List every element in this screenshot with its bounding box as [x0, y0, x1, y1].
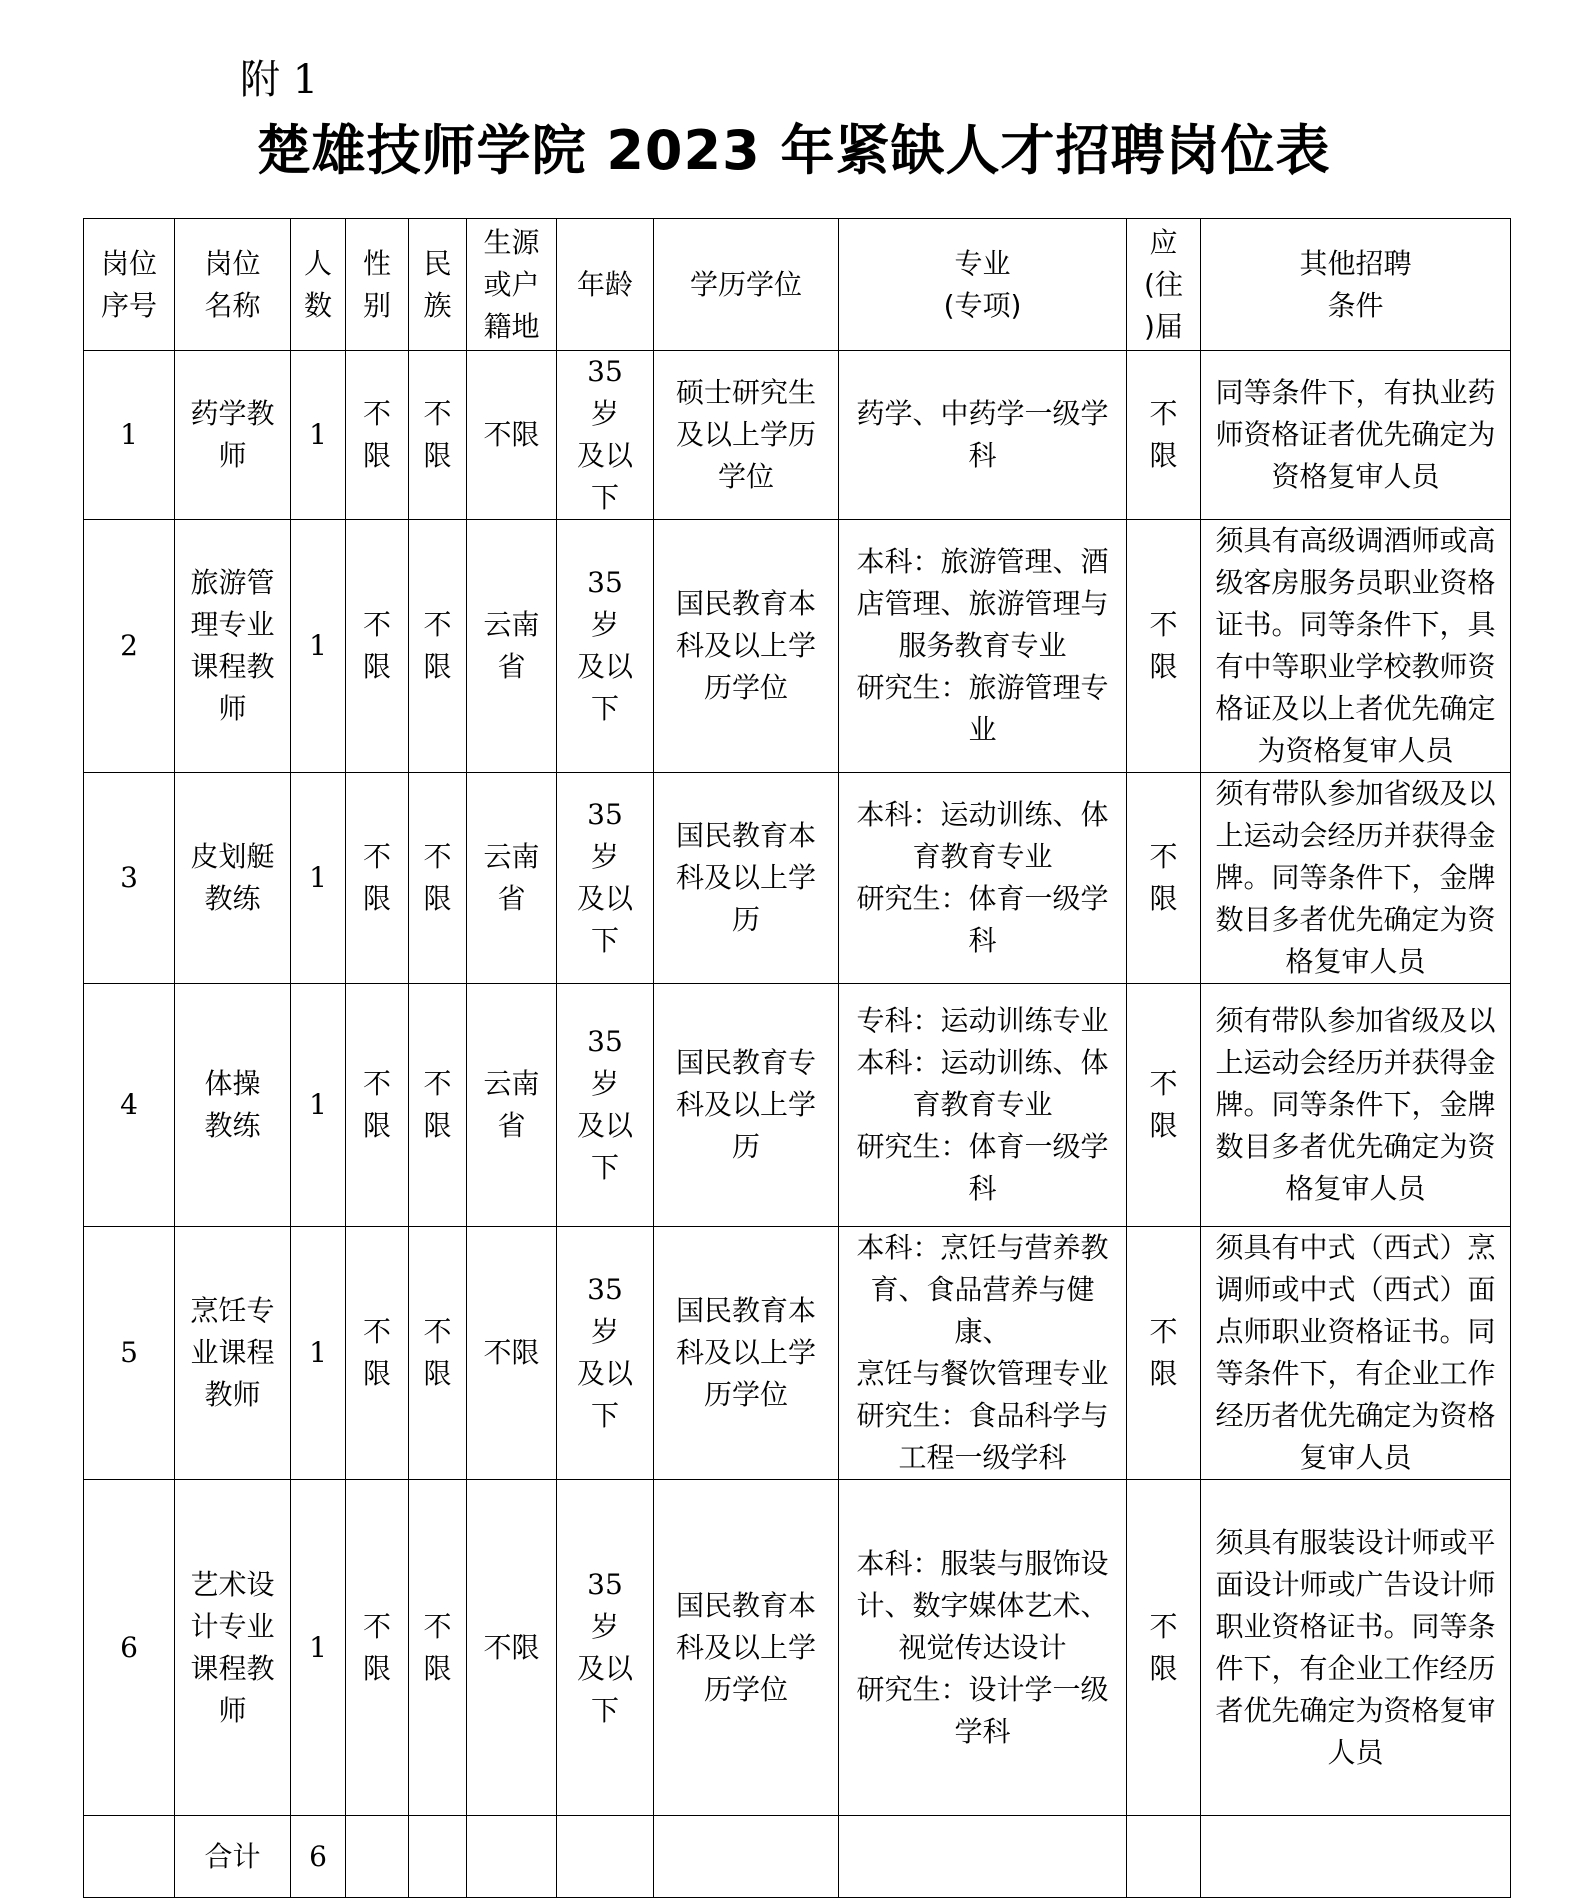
cell-text: 历学位 — [703, 1378, 788, 1411]
cell-text: 省 — [497, 650, 526, 683]
cell-text: 计、数字媒体艺术、 — [856, 1588, 1109, 1622]
total-label: 合计 — [175, 1816, 291, 1898]
header-other — [1201, 219, 1511, 351]
cell-text: 历学位 — [703, 671, 788, 704]
cell-text: 工程一级学科 — [898, 1441, 1067, 1474]
cell-text: 下 — [590, 481, 619, 514]
cell-major — [839, 1480, 1127, 1816]
cell-origin — [467, 520, 557, 773]
header-text: 专业 — [954, 246, 1011, 280]
cell-name — [175, 351, 291, 520]
cell-age — [557, 773, 654, 984]
empty-cell — [1127, 1816, 1201, 1898]
table-row — [84, 1227, 1511, 1480]
cell-text: 本科：运动训练、体 — [856, 1046, 1109, 1079]
cell-name — [175, 1480, 291, 1816]
cell-major — [839, 520, 1127, 773]
header-text: 其他招聘 — [1299, 246, 1412, 280]
cell-gender — [346, 351, 409, 520]
header-text: 别 — [362, 288, 391, 322]
cell-text: 师 — [218, 439, 247, 472]
cell-text: 限 — [362, 1357, 391, 1390]
cell-no: 6 — [84, 1480, 175, 1816]
header-origin — [467, 219, 557, 351]
cell-text: 师 — [218, 1693, 247, 1727]
cell-text: 计专业 — [190, 1609, 275, 1643]
cell-text: 教练 — [204, 1109, 261, 1142]
header-text: 学历学位 — [689, 267, 802, 301]
cell-text: 不 — [362, 608, 391, 641]
cell-text: 云南 — [483, 1067, 540, 1100]
cell-education — [654, 1480, 839, 1816]
cell-other: 须具有中式（西式）烹调师或中式（西式）面点师职业资格证书。同等条件下，有企业工作经历者优先确定为资格复审人员 — [1201, 1227, 1511, 1480]
cell-text: 不 — [362, 397, 391, 430]
header-text: 序号 — [100, 288, 157, 322]
cell-text: 药学教 — [190, 397, 275, 430]
cell-other: 须有带队参加省级及以上运动会经历并获得金牌。同等条件下，金牌数目多者优先确定为资格复审人员 — [1201, 984, 1511, 1227]
cell-age — [557, 520, 654, 773]
empty-cell — [654, 1816, 839, 1898]
cell-text: 科 — [968, 439, 997, 472]
cell-text: 云南 — [483, 608, 540, 641]
cell-ethnicity — [409, 1227, 467, 1480]
table-row — [84, 773, 1511, 984]
cell-text: 师 — [218, 692, 247, 725]
cell-text: 35 岁 — [587, 1273, 623, 1348]
cell-text: 理专业 — [190, 608, 275, 641]
cell-text: 艺术设 — [190, 1567, 275, 1601]
header-text: 性 — [362, 246, 391, 280]
cell-text: 育、食品营养与健康、 — [870, 1273, 1095, 1348]
cell-origin — [467, 984, 557, 1227]
table-row — [84, 984, 1511, 1227]
cell-age — [557, 984, 654, 1227]
cell-ethnicity — [409, 773, 467, 984]
cell-count: 1 — [291, 351, 346, 520]
cell-education — [654, 520, 839, 773]
cell-graduate — [1127, 1480, 1201, 1816]
cell-text: 限 — [1149, 882, 1178, 915]
cell-text: 国民教育本 — [675, 587, 816, 620]
cell-text: 皮划艇 — [190, 840, 275, 873]
cell-text: 限 — [423, 650, 452, 683]
cell-text: 不 — [423, 1315, 452, 1348]
empty-cell — [1201, 1816, 1511, 1898]
cell-major — [839, 351, 1127, 520]
table-row — [84, 1480, 1511, 1816]
cell-text: 及以 — [576, 1357, 633, 1390]
cell-text: 限 — [423, 1357, 452, 1390]
empty-cell — [839, 1816, 1127, 1898]
empty-cell — [557, 1816, 654, 1898]
cell-text: 不 — [1149, 1609, 1178, 1643]
cell-text: 服务教育专业 — [898, 629, 1067, 662]
cell-education — [654, 351, 839, 520]
cell-gender — [346, 1480, 409, 1816]
cell-text: 烹饪专 — [190, 1294, 275, 1327]
empty-cell — [467, 1816, 557, 1898]
cell-gender — [346, 773, 409, 984]
cell-text: 科及以上学 — [675, 861, 816, 894]
cell-text: 限 — [362, 882, 391, 915]
cell-text: 及以 — [576, 1109, 633, 1142]
cell-text: 科及以上学 — [675, 629, 816, 662]
cell-major — [839, 1227, 1127, 1480]
cell-text: 育教育专业 — [912, 840, 1053, 873]
cell-count: 1 — [291, 520, 346, 773]
cell-text: 限 — [362, 650, 391, 683]
cell-education — [654, 1227, 839, 1480]
cell-name — [175, 1227, 291, 1480]
cell-text: 本科：服装与服饰设 — [856, 1546, 1109, 1580]
cell-text: 不限 — [483, 1336, 540, 1369]
cell-text: 限 — [423, 882, 452, 915]
header-text: 族 — [423, 288, 452, 322]
cell-text: 国民教育本 — [675, 819, 816, 852]
attachment-label: 附 1 — [240, 57, 319, 103]
cell-no: 5 — [84, 1227, 175, 1480]
cell-text: 及以 — [576, 882, 633, 915]
cell-major — [839, 984, 1127, 1227]
cell-gender — [346, 1227, 409, 1480]
header-text: 年龄 — [576, 267, 633, 301]
header-text: )届 — [1144, 309, 1183, 343]
cell-text: 不 — [1149, 840, 1178, 873]
cell-name — [175, 984, 291, 1227]
cell-text: 国民教育专 — [675, 1046, 816, 1079]
header-text: (专项) — [943, 288, 1022, 322]
cell-count: 1 — [291, 984, 346, 1227]
cell-text: 限 — [1149, 1651, 1178, 1685]
cell-text: 限 — [1149, 650, 1178, 683]
header-graduate — [1127, 219, 1201, 351]
cell-text: 下 — [590, 692, 619, 725]
cell-text: 学位 — [717, 460, 774, 493]
empty-cell — [346, 1816, 409, 1898]
cell-text: 国民教育本 — [675, 1588, 816, 1622]
table-row — [84, 351, 1511, 520]
cell-text: 及以上学历 — [675, 418, 816, 451]
header-text: 人 — [303, 246, 332, 280]
cell-text: 专科：运动训练专业 — [856, 1004, 1109, 1037]
header-text: (往 — [1144, 267, 1183, 301]
cell-origin — [467, 1227, 557, 1480]
cell-text: 限 — [1149, 1109, 1178, 1142]
cell-text: 国民教育本 — [675, 1294, 816, 1327]
total-count: 6 — [291, 1816, 346, 1898]
cell-age — [557, 1227, 654, 1480]
cell-ethnicity — [409, 520, 467, 773]
cell-text: 不 — [423, 1067, 452, 1100]
cell-text: 视觉传达设计 — [898, 1630, 1067, 1664]
cell-text: 下 — [590, 1693, 619, 1727]
cell-origin — [467, 773, 557, 984]
cell-text: 业课程 — [190, 1336, 275, 1369]
header-text: 民 — [423, 246, 452, 280]
header-education — [654, 219, 839, 351]
cell-origin — [467, 1480, 557, 1816]
cell-major — [839, 773, 1127, 984]
total-row — [84, 1816, 1511, 1898]
cell-other: 同等条件下，有执业药师资格证者优先确定为资格复审人员 — [1201, 351, 1511, 520]
cell-text: 限 — [423, 1651, 452, 1685]
cell-text: 下 — [590, 1151, 619, 1184]
cell-text: 不 — [362, 840, 391, 873]
cell-text: 不 — [423, 1609, 452, 1643]
header-gender — [346, 219, 409, 351]
cell-text: 硕士研究生 — [675, 376, 816, 409]
cell-text: 35 岁 — [587, 355, 623, 430]
cell-gender — [346, 520, 409, 773]
header-age — [557, 219, 654, 351]
cell-text: 本科：烹饪与营养教 — [856, 1231, 1109, 1264]
cell-text: 不限 — [483, 418, 540, 451]
cell-text: 省 — [497, 1109, 526, 1142]
cell-text: 本科：旅游管理、酒 — [856, 545, 1109, 578]
cell-text: 业 — [968, 713, 997, 746]
cell-text: 限 — [362, 439, 391, 472]
cell-text: 研究生：设计学一级 — [856, 1672, 1109, 1706]
header-text: 生源 — [483, 225, 540, 259]
cell-text: 及以 — [576, 650, 633, 683]
cell-text: 教师 — [204, 1378, 261, 1411]
cell-text: 不 — [423, 397, 452, 430]
cell-text: 限 — [423, 1109, 452, 1142]
cell-no: 3 — [84, 773, 175, 984]
cell-count: 1 — [291, 1227, 346, 1480]
header-text: 条件 — [1327, 288, 1384, 322]
cell-text: 限 — [362, 1109, 391, 1142]
cell-text: 历学位 — [703, 1672, 788, 1706]
cell-text: 体操 — [204, 1067, 261, 1100]
cell-text: 不 — [362, 1067, 391, 1100]
cell-gender — [346, 984, 409, 1227]
cell-text: 学科 — [954, 1714, 1011, 1748]
cell-ethnicity — [409, 984, 467, 1227]
cell-text: 科 — [968, 924, 997, 957]
cell-text: 课程教 — [190, 650, 275, 683]
cell-text: 35 岁 — [587, 798, 623, 873]
cell-text: 35 岁 — [587, 566, 623, 641]
header-major — [839, 219, 1127, 351]
header-text: 岗位 — [204, 246, 261, 280]
cell-other: 须有带队参加省级及以上运动会经历并获得金牌。同等条件下，金牌数目多者优先确定为资格复审人员 — [1201, 773, 1511, 984]
cell-text: 及以 — [576, 1651, 633, 1685]
cell-text: 研究生：体育一级学 — [856, 882, 1109, 915]
cell-age — [557, 1480, 654, 1816]
cell-text: 不 — [1149, 1315, 1178, 1348]
cell-graduate — [1127, 351, 1201, 520]
header-text: 岗位 — [100, 246, 157, 280]
cell-text: 下 — [590, 924, 619, 957]
table-header-row — [84, 219, 1511, 351]
cell-text: 35 岁 — [587, 1567, 623, 1643]
cell-text: 不 — [362, 1609, 391, 1643]
cell-name — [175, 773, 291, 984]
cell-ethnicity — [409, 1480, 467, 1816]
header-text: 应 — [1149, 225, 1178, 259]
cell-education — [654, 984, 839, 1227]
header-text: 数 — [303, 288, 332, 322]
cell-other: 须具有高级调酒师或高级客房服务员职业资格证书。同等条件下，具有中等职业学校教师资格证及以上者优先确定为资格复审人员 — [1201, 520, 1511, 773]
cell-text: 科 — [968, 1172, 997, 1205]
cell-no: 4 — [84, 984, 175, 1227]
empty-cell — [409, 1816, 467, 1898]
cell-text: 药学、中药学一级学 — [856, 397, 1109, 430]
header-count — [291, 219, 346, 351]
cell-count: 1 — [291, 1480, 346, 1816]
cell-age — [557, 351, 654, 520]
cell-text: 科及以上学 — [675, 1336, 816, 1369]
header-no — [84, 219, 175, 351]
cell-text: 科及以上学 — [675, 1088, 816, 1121]
cell-graduate — [1127, 984, 1201, 1227]
cell-no: 2 — [84, 520, 175, 773]
cell-text: 课程教 — [190, 1651, 275, 1685]
cell-text: 科及以上学 — [675, 1630, 816, 1664]
cell-text: 及以 — [576, 439, 633, 472]
cell-text: 不 — [1149, 397, 1178, 430]
cell-text: 不 — [423, 840, 452, 873]
header-text: 籍地 — [483, 309, 540, 343]
cell-origin — [467, 351, 557, 520]
cell-text: 云南 — [483, 840, 540, 873]
cell-text: 35 岁 — [587, 1025, 623, 1100]
cell-text: 限 — [362, 1651, 391, 1685]
recruitment-table — [83, 218, 1511, 1898]
cell-count: 1 — [291, 773, 346, 984]
cell-text: 历 — [731, 903, 760, 936]
cell-text: 限 — [423, 439, 452, 472]
header-ethnicity — [409, 219, 467, 351]
header-text: 或户 — [483, 267, 540, 301]
cell-text: 店管理、旅游管理与 — [856, 587, 1109, 620]
cell-text: 不 — [1149, 608, 1178, 641]
header-name — [175, 219, 291, 351]
cell-text: 不 — [362, 1315, 391, 1348]
cell-name — [175, 520, 291, 773]
cell-text: 育教育专业 — [912, 1088, 1053, 1121]
cell-text: 本科：运动训练、体 — [856, 798, 1109, 831]
page-title: 楚雄技师学院 2023 年紧缺人才招聘岗位表 — [256, 119, 1331, 182]
cell-text: 不限 — [483, 1630, 540, 1664]
cell-text: 烹饪与餐饮管理专业 — [856, 1357, 1109, 1390]
table-row — [84, 520, 1511, 773]
cell-education — [654, 773, 839, 984]
cell-text: 研究生：旅游管理专 — [856, 671, 1109, 704]
cell-text: 研究生：食品科学与 — [856, 1399, 1109, 1432]
cell-text: 限 — [1149, 1357, 1178, 1390]
cell-text: 历 — [731, 1130, 760, 1163]
cell-graduate — [1127, 520, 1201, 773]
cell-text: 旅游管 — [190, 566, 275, 599]
cell-text: 省 — [497, 882, 526, 915]
cell-no: 1 — [84, 351, 175, 520]
cell-graduate — [1127, 773, 1201, 984]
cell-other: 须具有服装设计师或平面设计师或广告设计师职业资格证书。同等条件下，有企业工作经历者优先确定为资格复审人员 — [1201, 1480, 1511, 1816]
empty-cell — [84, 1816, 175, 1898]
cell-text: 不 — [1149, 1067, 1178, 1100]
header-text: 名称 — [204, 288, 261, 322]
cell-graduate — [1127, 1227, 1201, 1480]
cell-ethnicity — [409, 351, 467, 520]
cell-text: 限 — [1149, 439, 1178, 472]
cell-text: 研究生：体育一级学 — [856, 1130, 1109, 1163]
cell-text: 教练 — [204, 882, 261, 915]
cell-text: 不 — [423, 608, 452, 641]
cell-text: 下 — [590, 1399, 619, 1432]
